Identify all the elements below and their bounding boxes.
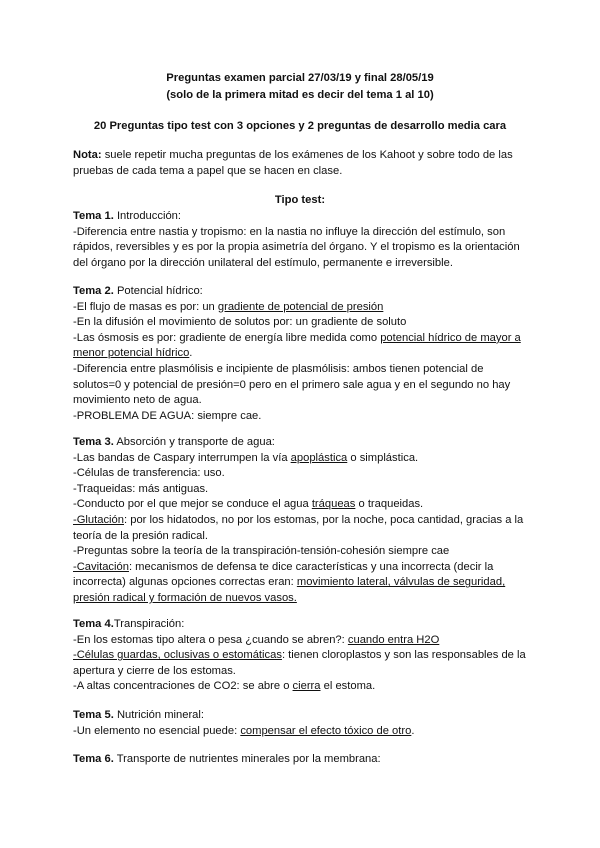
tema-3-line-7-text: : mecanismos de defensa te dice características y una incorrecta (decir la incorrecta) algunas opciones correctas eran: <box>73 560 494 589</box>
tema-2-line-5: -PROBLEMA DE AGUA: siempre cae. <box>73 409 262 422</box>
tema-3-line-5-text: : por los hidatodos, no por los estomas, por la noche, poca cantidad, gracias a la teoría de la presión radical. <box>73 513 524 542</box>
tema-4-line-1 <box>73 633 533 649</box>
tema-4-line-2-underlined: -Células guardas, oclusivas o estomáticas <box>73 649 282 662</box>
tema-3-line-7-answers: movimiento lateral, válvulas de seguridad, presión radical y formación de nuevos vasos. <box>73 576 506 604</box>
tema-2-line-3 <box>73 331 533 362</box>
tema-3-line-7 <box>73 560 533 607</box>
tema-3-line-5-underlined: -Glutación <box>73 513 124 526</box>
tema-3-line-4-text: -Conducto por el que mejor se conduce el agua <box>73 498 312 511</box>
tema-1-label: Tema 1. <box>73 210 114 222</box>
tema-3-line-4-end: o traqueidas. <box>355 498 424 511</box>
tema-4-line-2 <box>73 648 533 679</box>
tema-3-label: Tema 3. <box>73 436 114 448</box>
subtitle: 20 Preguntas tipo test con 3 opciones y 2 preguntas de desarrollo media cara <box>93 120 507 132</box>
tema-4-line-3-text: -A altas concentraciones de CO2: se abre o <box>73 680 293 693</box>
tema-5-title: Nutrición mineral: <box>113 709 204 721</box>
tema-2-line-1 <box>73 300 533 316</box>
tema-6-title: Transporte de nutrientes minerales por la membrana: <box>113 753 381 765</box>
tema-5-line-1-end: . <box>411 724 415 737</box>
tema-3-line-2: -Células de transferencia: uso. <box>73 467 225 480</box>
tema-2-title: Potencial hídrico: <box>113 285 203 297</box>
tema-2-line-3-end: . <box>189 347 193 360</box>
tema-4-section <box>73 617 533 695</box>
tema-2-line-2: -En la difusión el movimiento de solutos por: un gradiente de soluto <box>73 316 407 329</box>
tema-6-section <box>73 752 533 768</box>
tema-5-line-1-underlined: compensar el efecto tóxico de otro <box>240 724 412 737</box>
tema-1-section <box>73 209 533 271</box>
tema-1-heading <box>73 209 533 225</box>
tema-4-title: Transpiración: <box>113 618 185 630</box>
tema-2-line-3-text: -Las ósmosis es por: gradiente de energía libre medida como <box>73 331 381 344</box>
tema-4-line-3 <box>73 679 533 695</box>
tema-2-heading <box>73 284 533 300</box>
title-line-1: Preguntas examen parcial 27/03/19 y final 28/05/19 <box>166 72 434 84</box>
tema-3-line-7-underlined: -Cavitación <box>73 560 129 573</box>
note-text: suele repetir mucha preguntas de los exámenes de los Kahoot y sobre todo de las pruebas de cada tema a papel que se hacen en clase. <box>73 149 513 177</box>
tema-1-title: Introducción: <box>113 210 182 222</box>
tema-3-line-1-underlined: apoplástica <box>290 451 348 464</box>
section-heading-tipo-test: Tipo test: <box>274 194 326 206</box>
tema-3-line-1 <box>73 451 533 467</box>
tema-2-line-3-underlined: potencial hídrico de mayor a menor potencial hídrico <box>73 331 521 360</box>
tema-4-line-3-underlined: cierra <box>292 680 321 693</box>
tema-6-label: Tema 6. <box>73 753 114 765</box>
tema-4-line-2-text: : tienen cloroplastos y son las responsables de la apertura y cierre de los estomas. <box>73 649 526 677</box>
tema-4-heading <box>73 617 533 633</box>
tema-2-line-1-text: -El flujo de masas es por: un <box>73 300 218 313</box>
tema-2-section <box>73 284 533 424</box>
tema-1-line: -Diferencia entre nastia y tropismo: en la nastia no influye la dirección del estímulo, son rápidos, reversibles y es por la propia asimetría del órgano. Y el tropismo es la orientación del órgano por la dirección unilateral del estímulo, permanente e irreversible. <box>73 225 520 269</box>
tema-3-line-5 <box>73 513 533 544</box>
tema-4-label: Tema 4. <box>73 618 114 630</box>
tema-4-line-1-underlined: cuando entra H2O <box>347 633 440 646</box>
tema-3-line-4 <box>73 497 533 513</box>
tema-3-title: Absorción y transporte de agua: <box>113 436 275 448</box>
tema-5-section <box>73 708 533 739</box>
note-label: Nota: <box>73 149 102 161</box>
note-paragraph <box>73 148 533 179</box>
tema-4-line-1-text: -En los estomas tipo altera o pesa ¿cuando se abren?: <box>73 633 348 646</box>
tema-5-label: Tema 5. <box>73 709 114 721</box>
tema-3-line-3: -Traqueidas: más antiguas. <box>73 482 209 495</box>
tema-5-heading <box>73 708 533 724</box>
tema-2-line-4: -Diferencia entre plasmólisis e incipiente de plasmólisis: ambos tienen potencial de solutos=0 y potencial de presión=0 pero en el primero sale agua y en el segundo no hay movimiento neto de agua. <box>73 362 511 407</box>
tema-3-line-4-underlined: tráqueas <box>311 498 356 511</box>
tema-3-line-1-end: o simplástica. <box>347 451 419 464</box>
tema-3-heading <box>73 435 533 451</box>
tema-4-line-3-end: el estoma. <box>320 680 376 693</box>
tema-6-heading <box>73 752 533 768</box>
tema-3-section <box>73 435 533 607</box>
tema-3-line-1-text: -Las bandas de Caspary interrumpen la vía <box>73 451 291 464</box>
tema-2-line-1-underlined: gradiente de potencial de presión <box>217 300 384 313</box>
tema-5-line-1 <box>73 724 533 740</box>
tema-3-line-6: -Preguntas sobre la teoría de la transpiración-tensión-cohesión siempre cae <box>73 545 450 558</box>
tema-5-line-1-text: -Un elemento no esencial puede: <box>73 724 241 737</box>
title-line-2: (solo de la primera mitad es decir del tema 1 al 10) <box>166 89 434 101</box>
tema-2-label: Tema 2. <box>73 285 114 297</box>
